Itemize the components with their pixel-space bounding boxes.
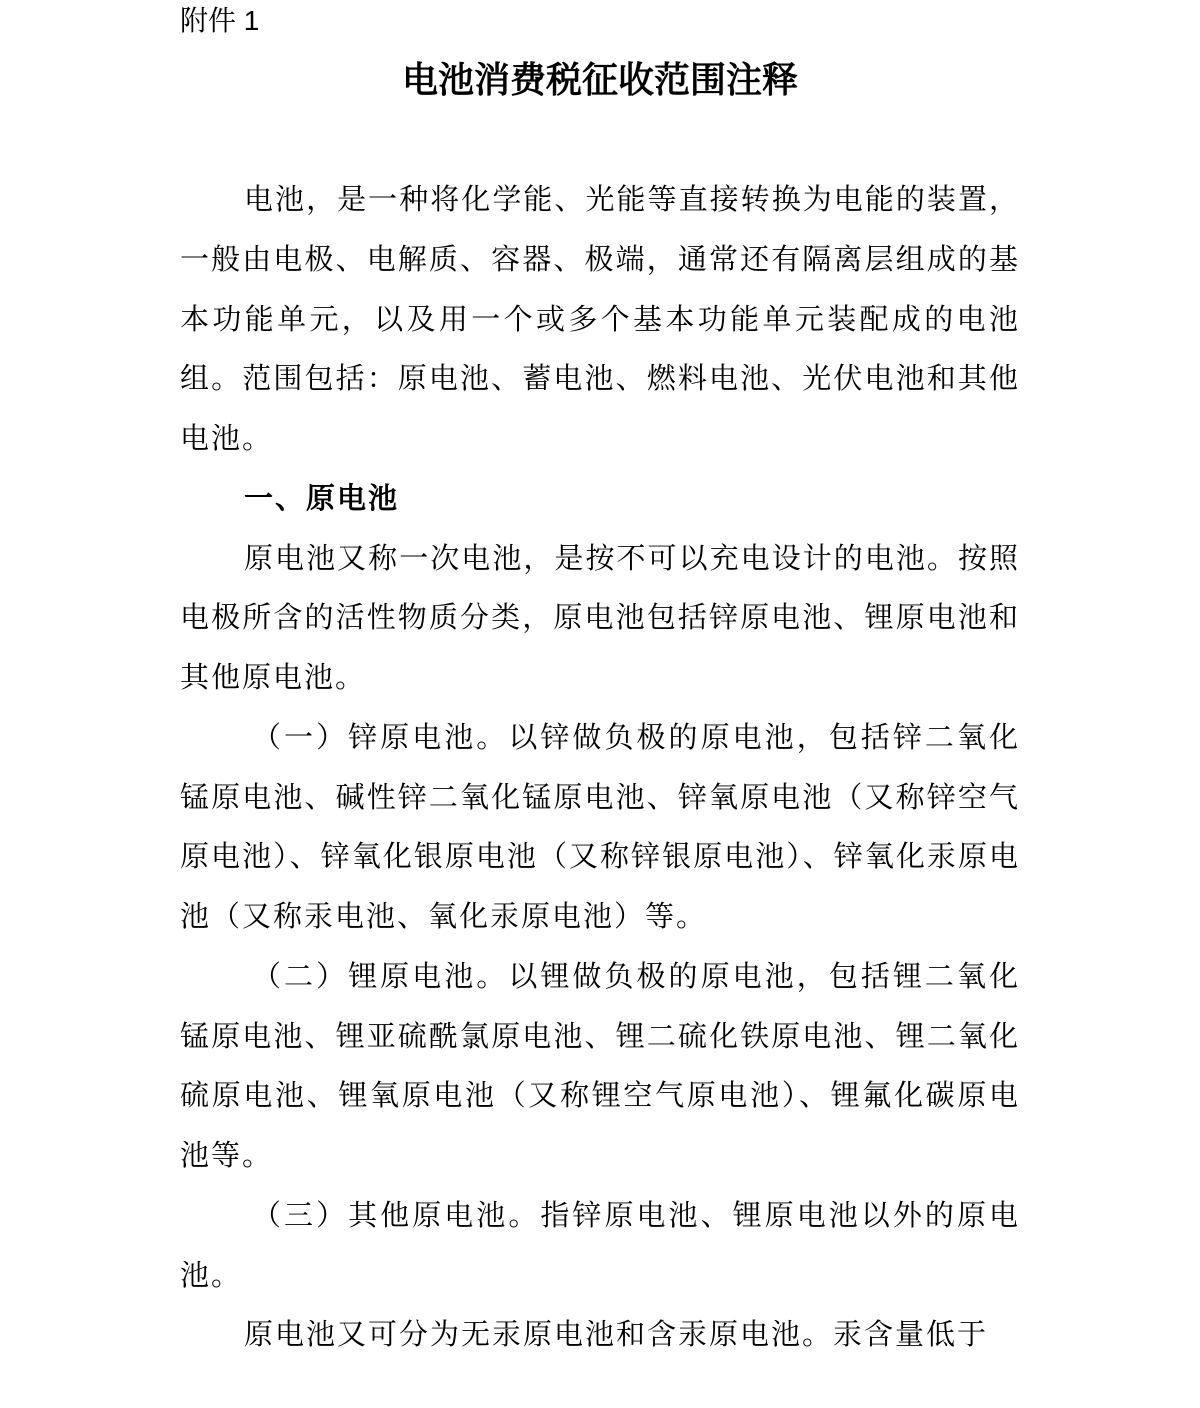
paragraph-mercury: 原电池又可分为无汞原电池和含汞原电池。汞含量低于	[244, 1317, 989, 1352]
paragraph-primary-battery: 原电池又称一次电池，是按不可以充电设计的电池。按照电极所含的活性物质分类，原电池包括锌原电池、锂原电池和其他原电池。	[180, 540, 1020, 694]
document-body	[180, 170, 1020, 1365]
section-heading-primary-battery: 一、原电池	[244, 480, 400, 515]
paragraph-zinc-battery: （一）锌原电池。以锌做负极的原电池，包括锌二氧化锰原电池、碱性锌二氧化锰原电池、锌氧原电池（又称锌空气原电池）、锌氧化银原电池（又称锌银原电池）、锌氧化汞原电池（又称汞电池、氧化汞原电池）等。	[180, 719, 1020, 933]
document-title: 电池消费税征收范围注释	[401, 59, 798, 101]
paragraph-intro: 电池，是一种将化学能、光能等直接转换为电能的装置，一般由电极、电解质、容器、极端，通常还有隔离层组成的基本功能单元，以及用一个或多个基本功能单元装配成的电池组。范围包括：原电池、蓄电池、燃料电池、光伏电池和其他电池。	[180, 182, 1020, 455]
paragraph-other-battery: （三）其他原电池。指锌原电池、锂原电池以外的原电池。	[180, 1197, 1020, 1292]
attachment-label: 附件 1	[180, 5, 260, 36]
paragraph-lithium-battery: （二）锂原电池。以锂做负极的原电池，包括锂二氧化锰原电池、锂亚硫酰氯原电池、锂二硫化铁原电池、锂二氧化硫原电池、锂氧原电池（又称锂空气原电池）、锂氟化碳原电池等。	[180, 958, 1020, 1172]
